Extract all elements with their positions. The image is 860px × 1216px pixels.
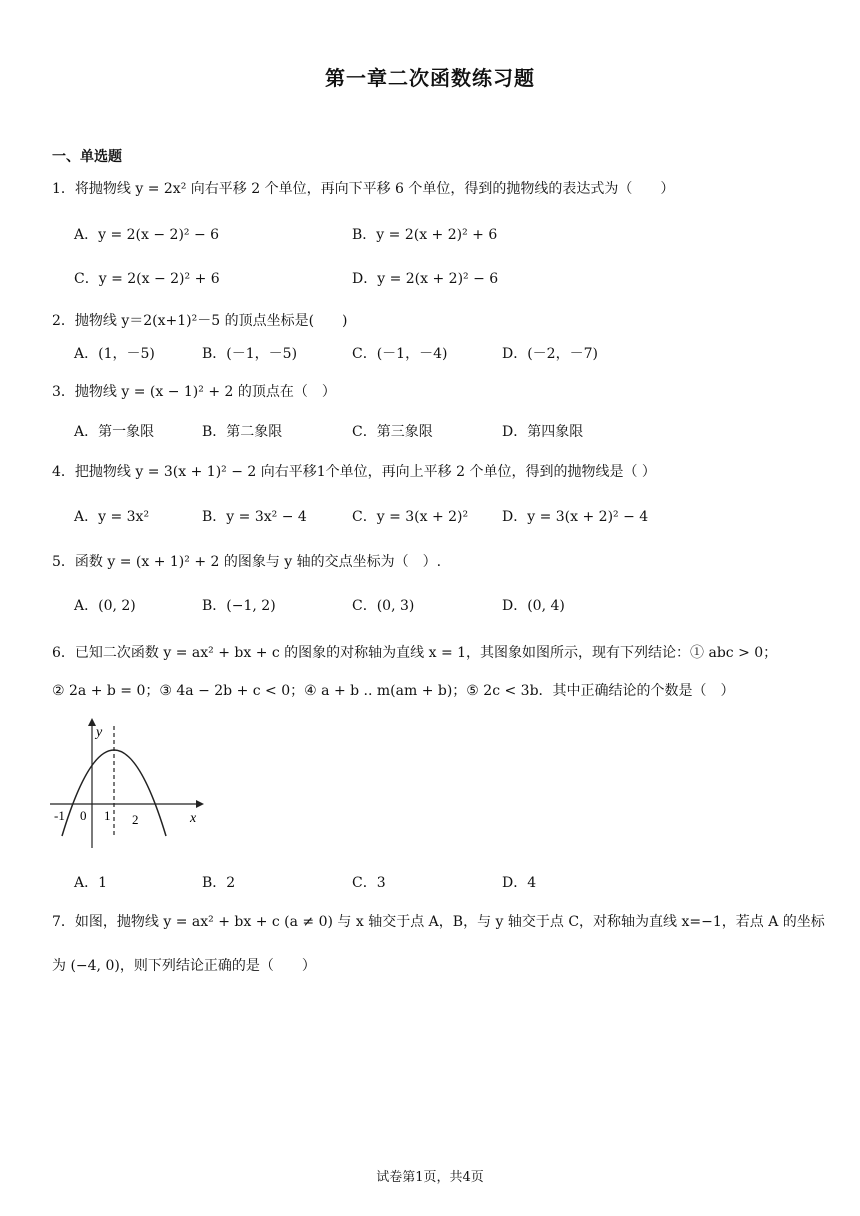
y-axis-label: y [96,725,103,740]
tick-2: 2 [132,812,139,827]
question-1-option-b: B．y = 2(x + 2)² + 6 [352,227,498,243]
question-6-stem: 6．已知二次函数 y = ax² + bx + c 的图象的对称轴为直线 x = 1，其图象如图所示，现有下列结论：① abc > 0； [52,645,778,661]
section-heading: 一、单选题 [52,149,122,165]
question-4-option-d: D．y = 3(x + 2)² − 4 [502,509,649,525]
question-2-option-b: B．(－1，－5) [202,346,298,362]
question-5-stem: 5．函数 y = (x + 1)² + 2 的图象与 y 轴的交点坐标为（ ）. [52,554,442,570]
question-2-option-d: D．(－2，－7) [502,346,598,362]
x-axis-arrow [196,800,204,808]
question-1-option-d: D．y = 2(x + 2)² − 6 [352,271,499,287]
question-1-option-c: C．y = 2(x − 2)² + 6 [74,271,220,287]
tick-minus-1: -1 [54,808,65,823]
tick-0: 0 [80,808,87,823]
question-1-stem: 1．将抛物线 y = 2x² 向右平移 2 个单位，再向下平移 6 个单位，得到的抛物线的表达式为（ ） [52,181,675,197]
question-7-stem: 7．如图，抛物线 y = ax² + bx + c (a ≠ 0) 与 x 轴交于点 A，B，与 y 轴交于点 C，对称轴为直线 x=−1，若点 A 的坐标 [52,914,825,930]
question-6-stem-line2: ② 2a + b = 0；③ 4a − 2b + c < 0；④ a + b .. m(am + b)；⑤ 2c < 3b．其中正确结论的个数是（ ） [52,683,735,699]
question-4-option-c: C．y = 3(x + 2)² [352,509,469,525]
question-6-option-c: C．3 [352,875,386,891]
tick-1: 1 [104,808,111,823]
question-5-option-c: C．(0, 3) [352,598,415,614]
question-3-stem: 3．抛物线 y = (x − 1)² + 2 的顶点在（ ） [52,384,336,400]
question-5-option-d: D．(0, 4) [502,598,565,614]
page-footer: 试卷第1页，共4页 [376,1170,484,1185]
question-1-option-a: A．y = 2(x − 2)² − 6 [74,227,220,243]
question-4-stem: 4．把抛物线 y = 3(x + 1)² − 2 向右平移1个单位，再向上平移 2 个单位，得到的抛物线是（ ） [52,464,656,480]
question-2-stem: 2．抛物线 y＝2(x+1)²－5 的顶点坐标是( ) [52,313,348,329]
question-6-option-b: B．2 [202,875,236,891]
question-3-option-d: D．第四象限 [502,424,584,440]
page-title: 第一章二次函数练习题 [325,66,535,90]
question-5-option-b: B．(−1, 2) [202,598,276,614]
question-4-option-b: B．y = 3x² − 4 [202,509,307,525]
question-2-option-c: C．(－1，－4) [352,346,448,362]
question-2-option-a: A．(1，－5) [74,346,155,362]
question-6-option-a: A．1 [74,875,108,891]
question-4-option-a: A．y = 3x² [74,509,150,525]
parabola-figure [48,716,208,856]
x-axis-label: x [190,811,197,826]
question-3-option-b: B．第二象限 [202,424,283,440]
y-axis-arrow [88,718,96,726]
question-3-option-c: C．第三象限 [352,424,433,440]
question-3-option-a: A．第一象限 [74,424,155,440]
question-5-option-a: A．(0, 2) [74,598,136,614]
question-7-stem-line2: 为 (−4, 0)，则下列结论正确的是（ ） [52,958,316,974]
question-6-option-d: D．4 [502,875,537,891]
